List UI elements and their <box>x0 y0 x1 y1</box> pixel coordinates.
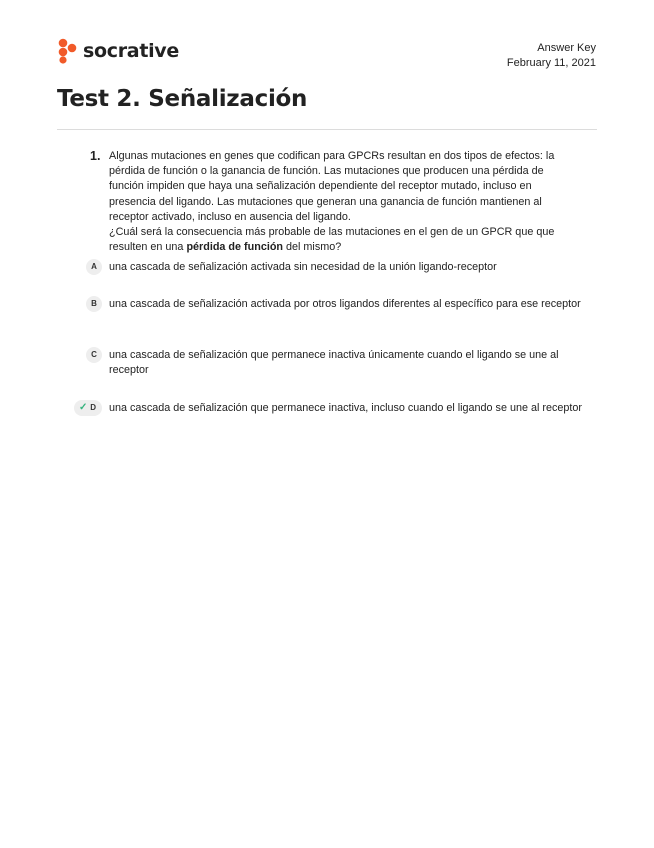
question-body <box>109 149 581 255</box>
brand-name: socrative <box>83 40 179 62</box>
question-prompt-end: del mismo? <box>283 241 342 254</box>
answer-letter-badge: A <box>86 259 102 275</box>
question-context: Algunas mutaciones en genes que codifican para GPCRs resultan en dos tipos de efectos: la pérdida de función o la ganancia de función. Las mutaciones que producen una pérdida de función impiden que haya una señalización dependiente del receptor mutado, incluso en presencia del ligando. Las mutaciones que generan una ganancia de función mantienen al receptor activado, incluso en ausencia del ligando. <box>109 150 555 223</box>
page-title: Test 2. Señalización <box>57 86 308 112</box>
answer-text: una cascada de señalización que permanece inactiva, incluso cuando el ligando se une al receptor <box>109 402 582 414</box>
answer-letter-badge-correct <box>74 400 102 416</box>
doc-date: February 11, 2021 <box>506 57 596 69</box>
answer-letter-badge: B <box>86 296 102 312</box>
answer-text: una cascada de señalización que permanece inactiva únicamente cuando el ligando se une al receptor <box>109 349 559 377</box>
question-number: 1. <box>90 149 101 163</box>
doc-type-label: Answer Key <box>537 42 596 54</box>
socrative-logo <box>57 38 179 64</box>
question-prompt-emphasis: pérdida de función <box>186 241 284 254</box>
socrative-logo-icon <box>57 38 79 64</box>
question-prompt-start: ¿Cuál será la consecuencia más probable de las mutaciones en el gen de un GPCR que que resulten en una <box>109 226 555 254</box>
document-meta <box>507 41 596 71</box>
header-divider <box>57 129 597 130</box>
question-prompt <box>109 225 581 255</box>
answer-letter: D <box>90 403 96 412</box>
answer-text: una cascada de señalización activada por otros ligandos diferentes al específico para ese receptor <box>109 298 581 310</box>
checkmark-icon: ✓ <box>79 402 88 413</box>
answer-text: una cascada de señalización activada sin necesidad de la unión ligando-receptor <box>109 261 497 273</box>
answer-letter-badge: C <box>86 347 102 363</box>
